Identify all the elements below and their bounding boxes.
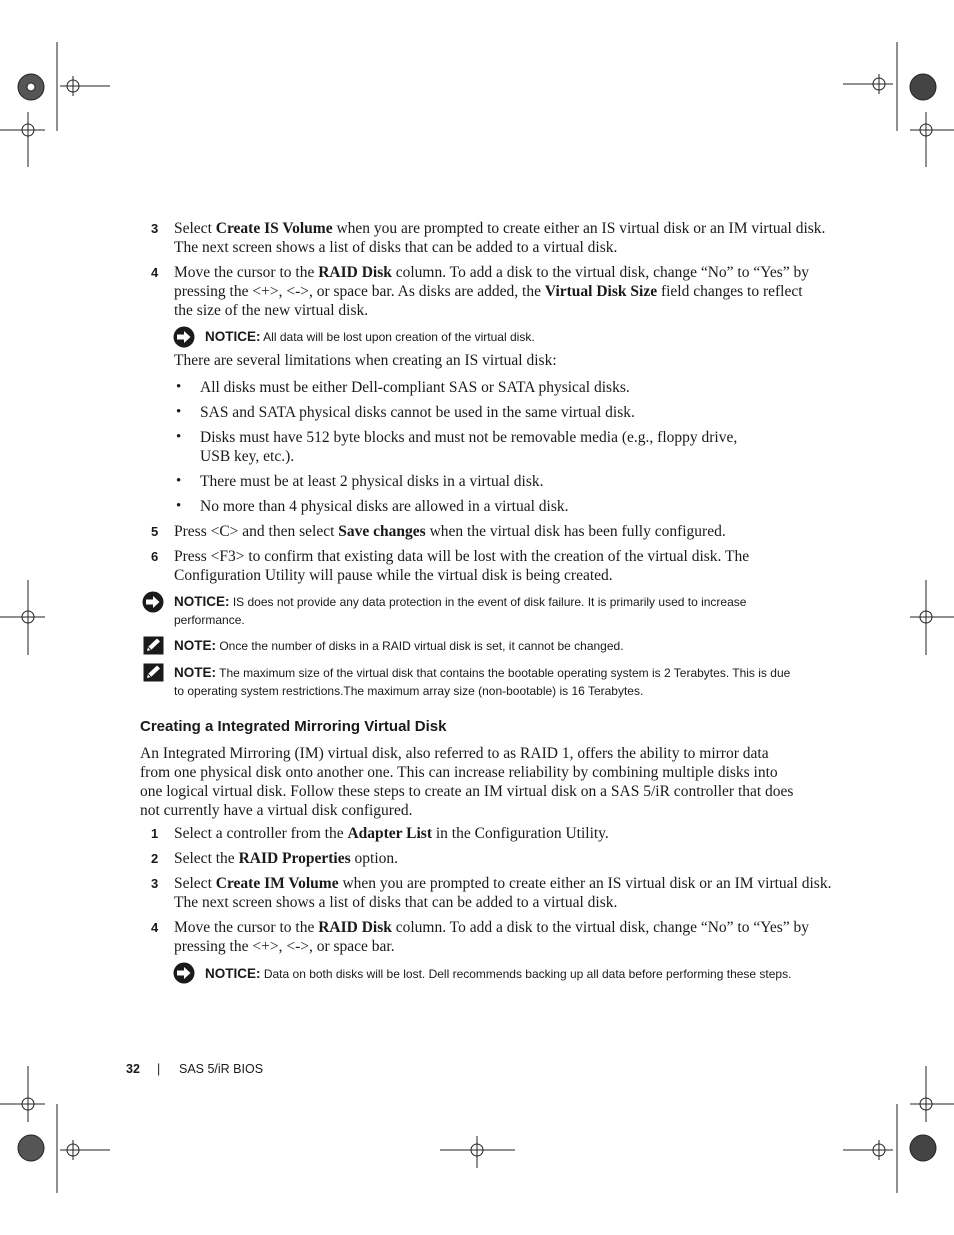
note-text: to operating system restrictions.The maximum array size (non-bootable) is 16 Terabytes. — [174, 684, 644, 698]
notice-data-loss — [205, 328, 535, 346]
list-item-line: Disks must have 512 byte blocks and must not be removable media (e.g., floppy drive, — [200, 429, 738, 446]
bullet: • — [176, 473, 182, 489]
note-text: Once the number of disks in a RAID virtual disk is set, it cannot be changed. — [216, 639, 624, 653]
step-text-fragment: Select a controller from the — [174, 825, 348, 842]
paragraph-line: An Integrated Mirroring (IM) virtual disk, also referred to as RAID 1, offers the ability to mirror data — [140, 745, 769, 762]
note-disk-count — [174, 637, 624, 655]
ui-label-create-is-volume: Create IS Volume — [215, 220, 333, 237]
step-text-fragment: option. — [350, 850, 399, 867]
page-number: 32 — [126, 1062, 140, 1076]
ui-label-raid-properties: RAID Properties — [238, 850, 351, 867]
limitations-intro: There are several limitations when creating an IS virtual disk: — [174, 352, 557, 369]
paragraph-line: not currently have a virtual disk configured. — [140, 802, 413, 819]
ui-label-virtual-disk-size: Virtual Disk Size — [544, 283, 658, 300]
footer-separator: | — [157, 1062, 161, 1076]
step-number: 2 — [151, 851, 159, 866]
step-5-text — [174, 522, 726, 541]
list-item: There must be at least 2 physical disks in a virtual disk. — [200, 473, 544, 490]
notice-no-protection — [174, 593, 746, 629]
bullet: • — [176, 429, 182, 445]
step-text-fragment: column. To add a disk to the virtual disk, change “No” to “Yes” by — [391, 264, 810, 281]
step-text-fragment: field changes to reflect — [657, 283, 803, 300]
notice-arrow-icon — [173, 962, 195, 984]
step-text-fragment: in the Configuration Utility. — [432, 825, 609, 842]
note-label: NOTE: — [174, 638, 216, 653]
step-text-fragment: Select — [174, 220, 216, 237]
step-number: 3 — [151, 876, 159, 891]
ui-label-save-changes: Save changes — [338, 523, 426, 540]
ui-label-raid-disk: RAID Disk — [318, 919, 392, 936]
step-3b-text — [174, 874, 831, 912]
notice-label: NOTICE: — [205, 329, 261, 344]
notice-text: IS does not provide any data protection in the event of disk failure. It is primarily used to increase — [229, 595, 747, 609]
note-pencil-icon — [143, 636, 164, 655]
list-item: SAS and SATA physical disks cannot be used in the same virtual disk. — [200, 404, 635, 421]
notice-arrow-icon — [142, 591, 164, 613]
step-text-fragment: pressing the <+>, <->, or space bar. As disks are added, the — [174, 283, 545, 300]
step-number: 3 — [151, 221, 159, 236]
step-text-fragment: Select — [174, 875, 216, 892]
step-text-fragment: Press <C> and then select — [174, 523, 339, 540]
list-item — [200, 428, 737, 466]
step-text-fragment: Move the cursor to the — [174, 264, 319, 281]
step-text-fragment: Press <F3> to confirm that existing data will be lost with the creation of the virtual disk. The — [174, 548, 750, 565]
step-text-fragment: when the virtual disk has been fully configured. — [425, 523, 726, 540]
step-4-text — [174, 263, 809, 320]
step-text-fragment: The next screen shows a list of disks that can be added to a virtual disk. — [174, 894, 618, 911]
note-text: The maximum size of the virtual disk that contains the bootable operating system is 2 Terabytes. This is due — [216, 666, 791, 680]
section-intro-paragraph — [140, 744, 793, 820]
notice-arrow-icon — [173, 326, 195, 348]
step-number: 4 — [151, 920, 159, 935]
step-6-text — [174, 547, 749, 585]
notice-backup — [205, 965, 791, 983]
paragraph-line: one logical virtual disk. Follow these steps to create an IM virtual disk on a SAS 5/iR controller that does — [140, 783, 794, 800]
paragraph-line: from one physical disk onto another one. This can increase reliability by combining multiple disks into — [140, 764, 778, 781]
note-label: NOTE: — [174, 665, 216, 680]
ui-label-create-im-volume: Create IM Volume — [215, 875, 339, 892]
list-item: All disks must be either Dell-compliant SAS or SATA physical disks. — [200, 379, 630, 396]
notice-label: NOTICE: — [205, 966, 261, 981]
step-1-text — [174, 824, 609, 843]
ui-label-adapter-list: Adapter List — [347, 825, 432, 842]
step-text-fragment: when you are prompted to create either an IS virtual disk or an IM virtual disk. — [332, 220, 826, 237]
bullet: • — [176, 404, 182, 420]
notice-label: NOTICE: — [174, 594, 230, 609]
step-number: 6 — [151, 549, 159, 564]
section-heading: Creating a Integrated Mirroring Virtual Disk — [140, 718, 447, 735]
ui-label-raid-disk: RAID Disk — [318, 264, 392, 281]
notice-text: performance. — [174, 613, 245, 627]
list-item-line: USB key, etc.). — [200, 448, 295, 465]
step-2-text — [174, 849, 398, 868]
notice-text: Data on both disks will be lost. Dell recommends backing up all data before performing these steps. — [260, 967, 792, 981]
step-text-fragment: pressing the <+>, <->, or space bar. — [174, 938, 395, 955]
step-text-fragment: Configuration Utility will pause while the virtual disk is being created. — [174, 567, 613, 584]
step-number: 5 — [151, 524, 159, 539]
note-max-size — [174, 664, 790, 700]
step-text-fragment: when you are prompted to create either an IS virtual disk or an IM virtual disk. — [338, 875, 832, 892]
note-pencil-icon — [143, 663, 164, 682]
bullet: • — [176, 379, 182, 395]
step-text-fragment: the size of the new virtual disk. — [174, 302, 369, 319]
list-item: No more than 4 physical disks are allowed in a virtual disk. — [200, 498, 569, 515]
step-3-text — [174, 219, 825, 257]
step-text-fragment: The next screen shows a list of disks that can be added to a virtual disk. — [174, 239, 618, 256]
step-number: 1 — [151, 826, 159, 841]
step-text-fragment: Select the — [174, 850, 239, 867]
bullet: • — [176, 498, 182, 514]
step-text-fragment: column. To add a disk to the virtual disk, change “No” to “Yes” by — [391, 919, 810, 936]
footer-section-title: SAS 5/iR BIOS — [179, 1062, 264, 1076]
step-number: 4 — [151, 265, 159, 280]
step-text-fragment: Move the cursor to the — [174, 919, 319, 936]
notice-text: All data will be lost upon creation of the virtual disk. — [260, 330, 535, 344]
step-4b-text — [174, 918, 809, 956]
